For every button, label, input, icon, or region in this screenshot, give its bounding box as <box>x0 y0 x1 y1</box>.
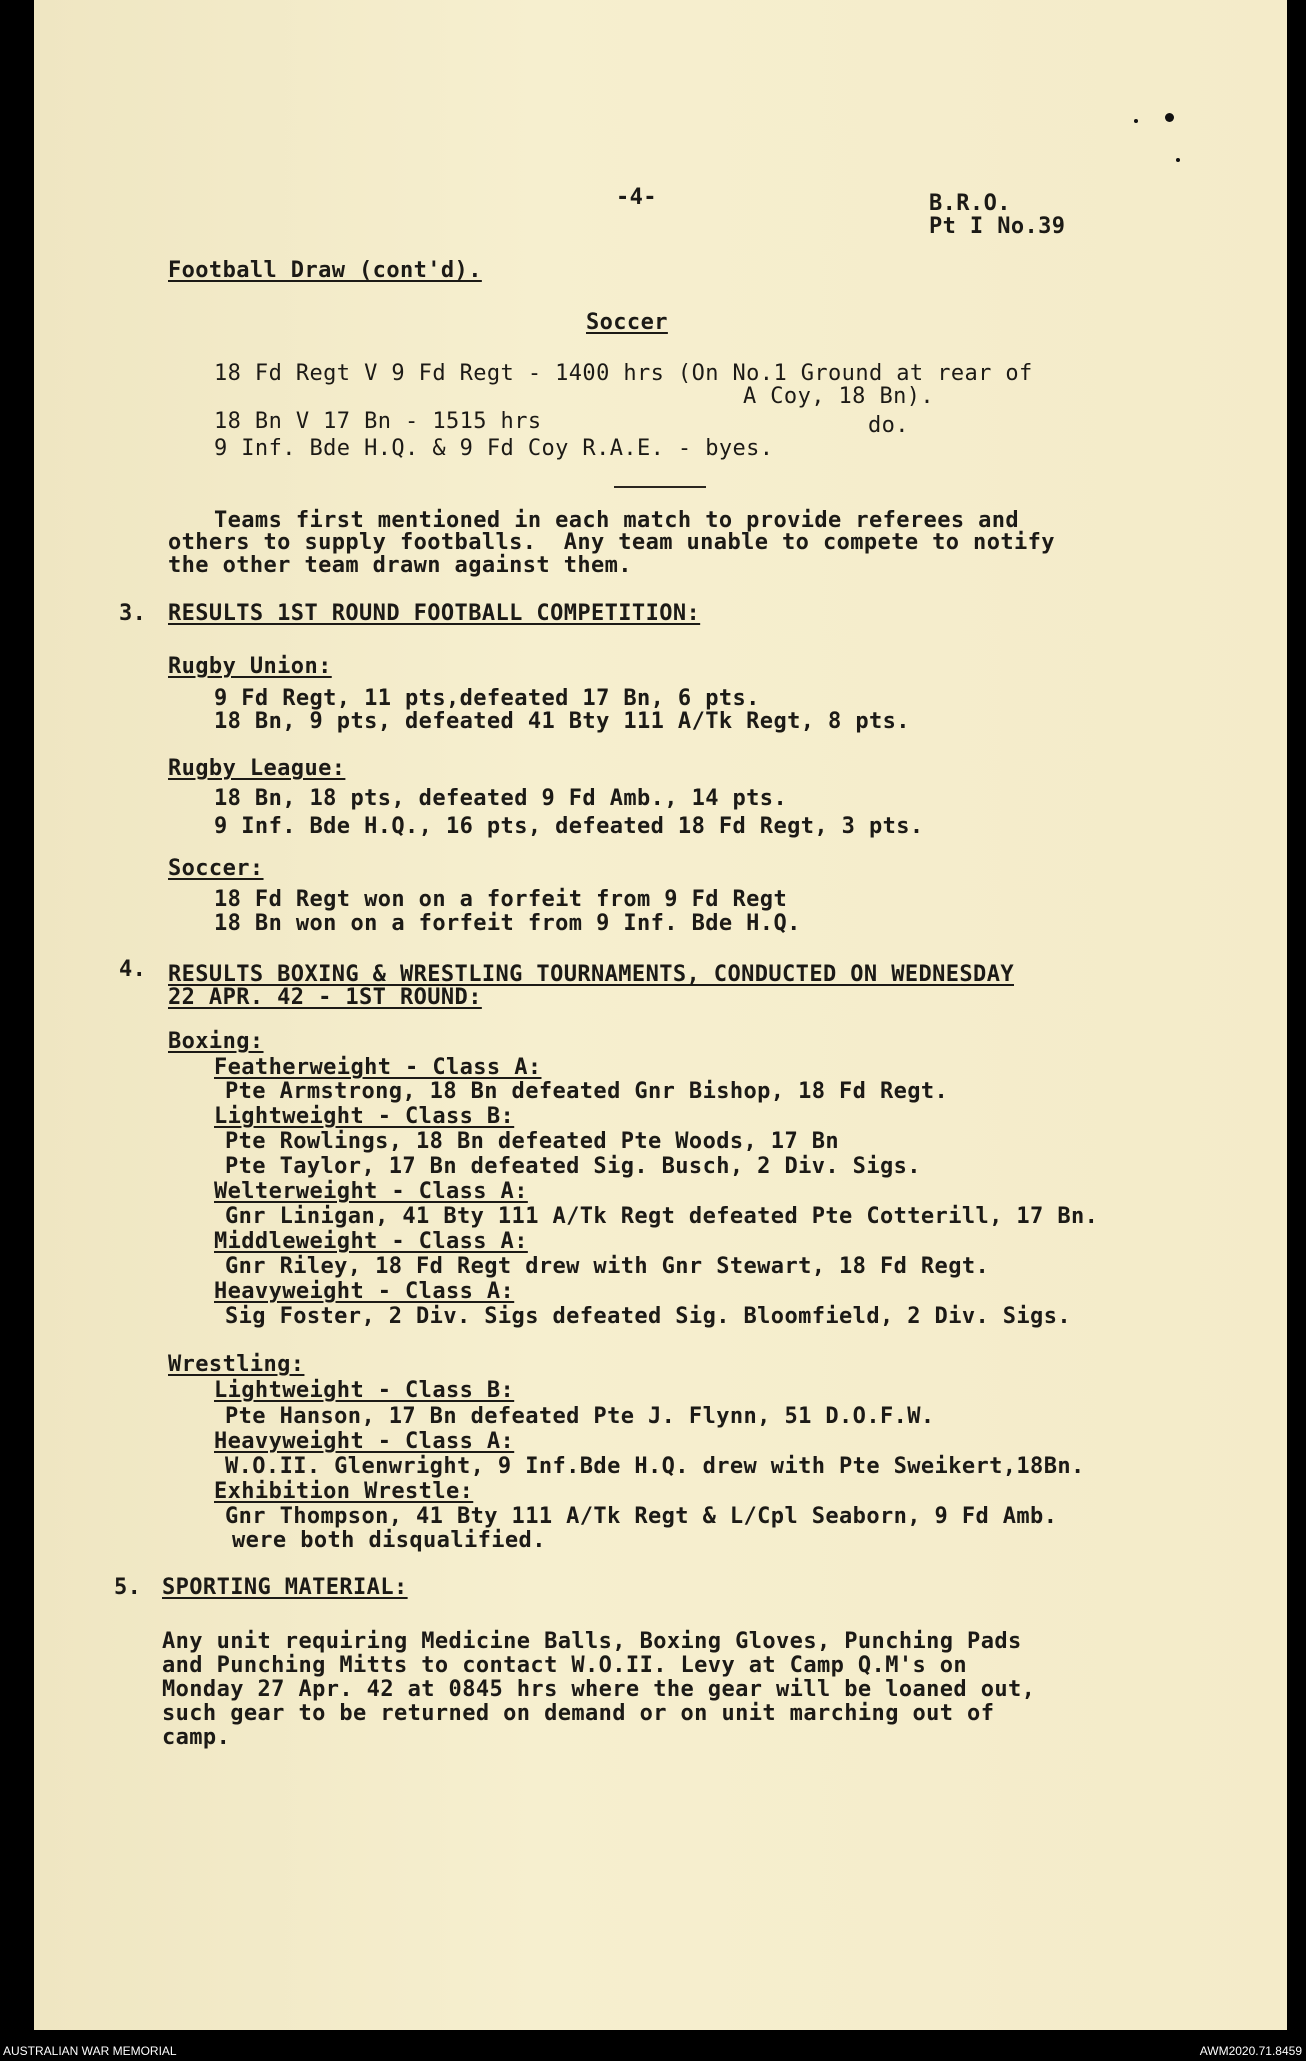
part-number: Pt I No.39 <box>929 214 1066 239</box>
weight-class-label: Middleweight - Class A: <box>214 1229 528 1254</box>
draw-line: 18 Fd Regt V 9 Fd Regt - 1400 hrs (On No.1 Ground at rear of <box>214 361 1033 386</box>
paragraph-line: Any unit requiring Medicine Balls, Boxing Gloves, Punching Pads <box>162 1629 1022 1654</box>
rugby-league-label: Rugby League: <box>168 756 346 781</box>
ink-speck <box>1134 119 1138 123</box>
result-line: 18 Bn, 9 pts, defeated 41 Bty 111 A/Tk Regt, 8 pts. <box>214 709 910 734</box>
result-line: 9 Inf. Bde H.Q., 16 pts, defeated 18 Fd Regt, 3 pts. <box>214 814 924 839</box>
draw-line: 9 Inf. Bde H.Q. & 9 Fd Coy R.A.E. - byes. <box>214 436 774 461</box>
bro-label: B.R.O. <box>929 191 1011 216</box>
result-line: W.O.II. Glenwright, 9 Inf.Bde H.Q. drew with Pte Sweikert,18Bn. <box>225 1454 1085 1479</box>
footer-right-text: AWM2020.71.8459 <box>1199 2044 1302 2058</box>
result-line: 9 Fd Regt, 11 pts,defeated 17 Bn, 6 pts. <box>214 686 760 711</box>
weight-class-label: Exhibition Wrestle: <box>214 1479 474 1504</box>
weight-class-label: Welterweight - Class A: <box>214 1179 528 1204</box>
soccer-subheading: Soccer <box>586 310 668 335</box>
ink-speck <box>1176 158 1180 162</box>
page-number: -4- <box>616 185 657 210</box>
footer-bar <box>0 2040 1306 2061</box>
result-line: Pte Hanson, 17 Bn defeated Pte J. Flynn, 51 D.O.F.W. <box>225 1404 935 1429</box>
result-line: 18 Fd Regt won on a forfeit from 9 Fd Regt <box>214 887 788 912</box>
paragraph-line: and Punching Mitts to contact W.O.II. Levy at Camp Q.M's on <box>162 1653 968 1678</box>
result-line: 18 Bn won on a forfeit from 9 Inf. Bde H.Q. <box>214 911 801 936</box>
weight-class-label: Featherweight - Class A: <box>214 1055 542 1080</box>
weight-class-label: Lightweight - Class B: <box>214 1378 515 1403</box>
draw-line: do. <box>868 413 909 438</box>
section-heading: RESULTS 1ST ROUND FOOTBALL COMPETITION: <box>168 601 701 626</box>
draw-note-line: Teams first mentioned in each match to provide referees and <box>214 508 1020 533</box>
section-heading-line2: 22 APR. 42 - 1ST ROUND: <box>168 985 482 1010</box>
weight-class-label: Lightweight - Class B: <box>214 1104 515 1129</box>
section-number: 4. <box>119 957 147 982</box>
ink-speck <box>1165 113 1174 122</box>
draw-note-line: the other team drawn against them. <box>168 553 632 578</box>
paragraph-line: Monday 27 Apr. 42 at 0845 hrs where the gear will be loaned out, <box>162 1677 1036 1702</box>
football-draw-heading: Football Draw (cont'd). <box>168 258 482 283</box>
divider-rule <box>614 486 706 488</box>
footer-left-text: AUSTRALIAN WAR MEMORIAL <box>3 2044 177 2058</box>
draw-line: 18 Bn V 17 Bn - 1515 hrs <box>214 409 542 434</box>
result-line: Gnr Thompson, 41 Bty 111 A/Tk Regt & L/Cpl Seaborn, 9 Fd Amb. <box>225 1504 1058 1529</box>
rugby-union-label: Rugby Union: <box>168 654 332 679</box>
section-heading: RESULTS BOXING & WRESTLING TOURNAMENTS, CONDUCTED ON WEDNESDAY <box>168 962 1014 987</box>
paragraph-line: such gear to be returned on demand or on unit marching out of <box>162 1701 995 1726</box>
result-line: were both disqualified. <box>232 1528 546 1553</box>
section-number: 3. <box>119 601 147 626</box>
section-heading: SPORTING MATERIAL: <box>162 1575 408 1600</box>
result-line: 18 Bn, 18 pts, defeated 9 Fd Amb., 14 pts. <box>214 786 788 811</box>
section-number: 5. <box>114 1575 142 1600</box>
result-line: Pte Taylor, 17 Bn defeated Sig. Busch, 2 Div. Sigs. <box>225 1154 921 1179</box>
weight-class-label: Heavyweight - Class A: <box>214 1429 515 1454</box>
wrestling-label: Wrestling: <box>168 1352 305 1377</box>
soccer-label: Soccer: <box>168 856 264 881</box>
result-line: Sig Foster, 2 Div. Sigs defeated Sig. Bloomfield, 2 Div. Sigs. <box>225 1304 1071 1329</box>
draw-note-line: others to supply footballs. Any team unable to compete to notify <box>168 530 1055 555</box>
result-line: Gnr Riley, 18 Fd Regt drew with Gnr Stewart, 18 Fd Regt. <box>225 1254 990 1279</box>
boxing-label: Boxing: <box>168 1029 264 1054</box>
result-line: Pte Armstrong, 18 Bn defeated Gnr Bishop, 18 Fd Regt. <box>225 1079 949 1104</box>
weight-class-label: Heavyweight - Class A: <box>214 1279 515 1304</box>
result-line: Pte Rowlings, 18 Bn defeated Pte Woods, 17 Bn <box>225 1129 840 1154</box>
result-line: Gnr Linigan, 41 Bty 111 A/Tk Regt defeated Pte Cotterill, 17 Bn. <box>225 1204 1099 1229</box>
draw-line: A Coy, 18 Bn). <box>743 384 935 409</box>
paragraph-line: camp. <box>162 1725 231 1750</box>
document-page <box>34 0 1287 2030</box>
